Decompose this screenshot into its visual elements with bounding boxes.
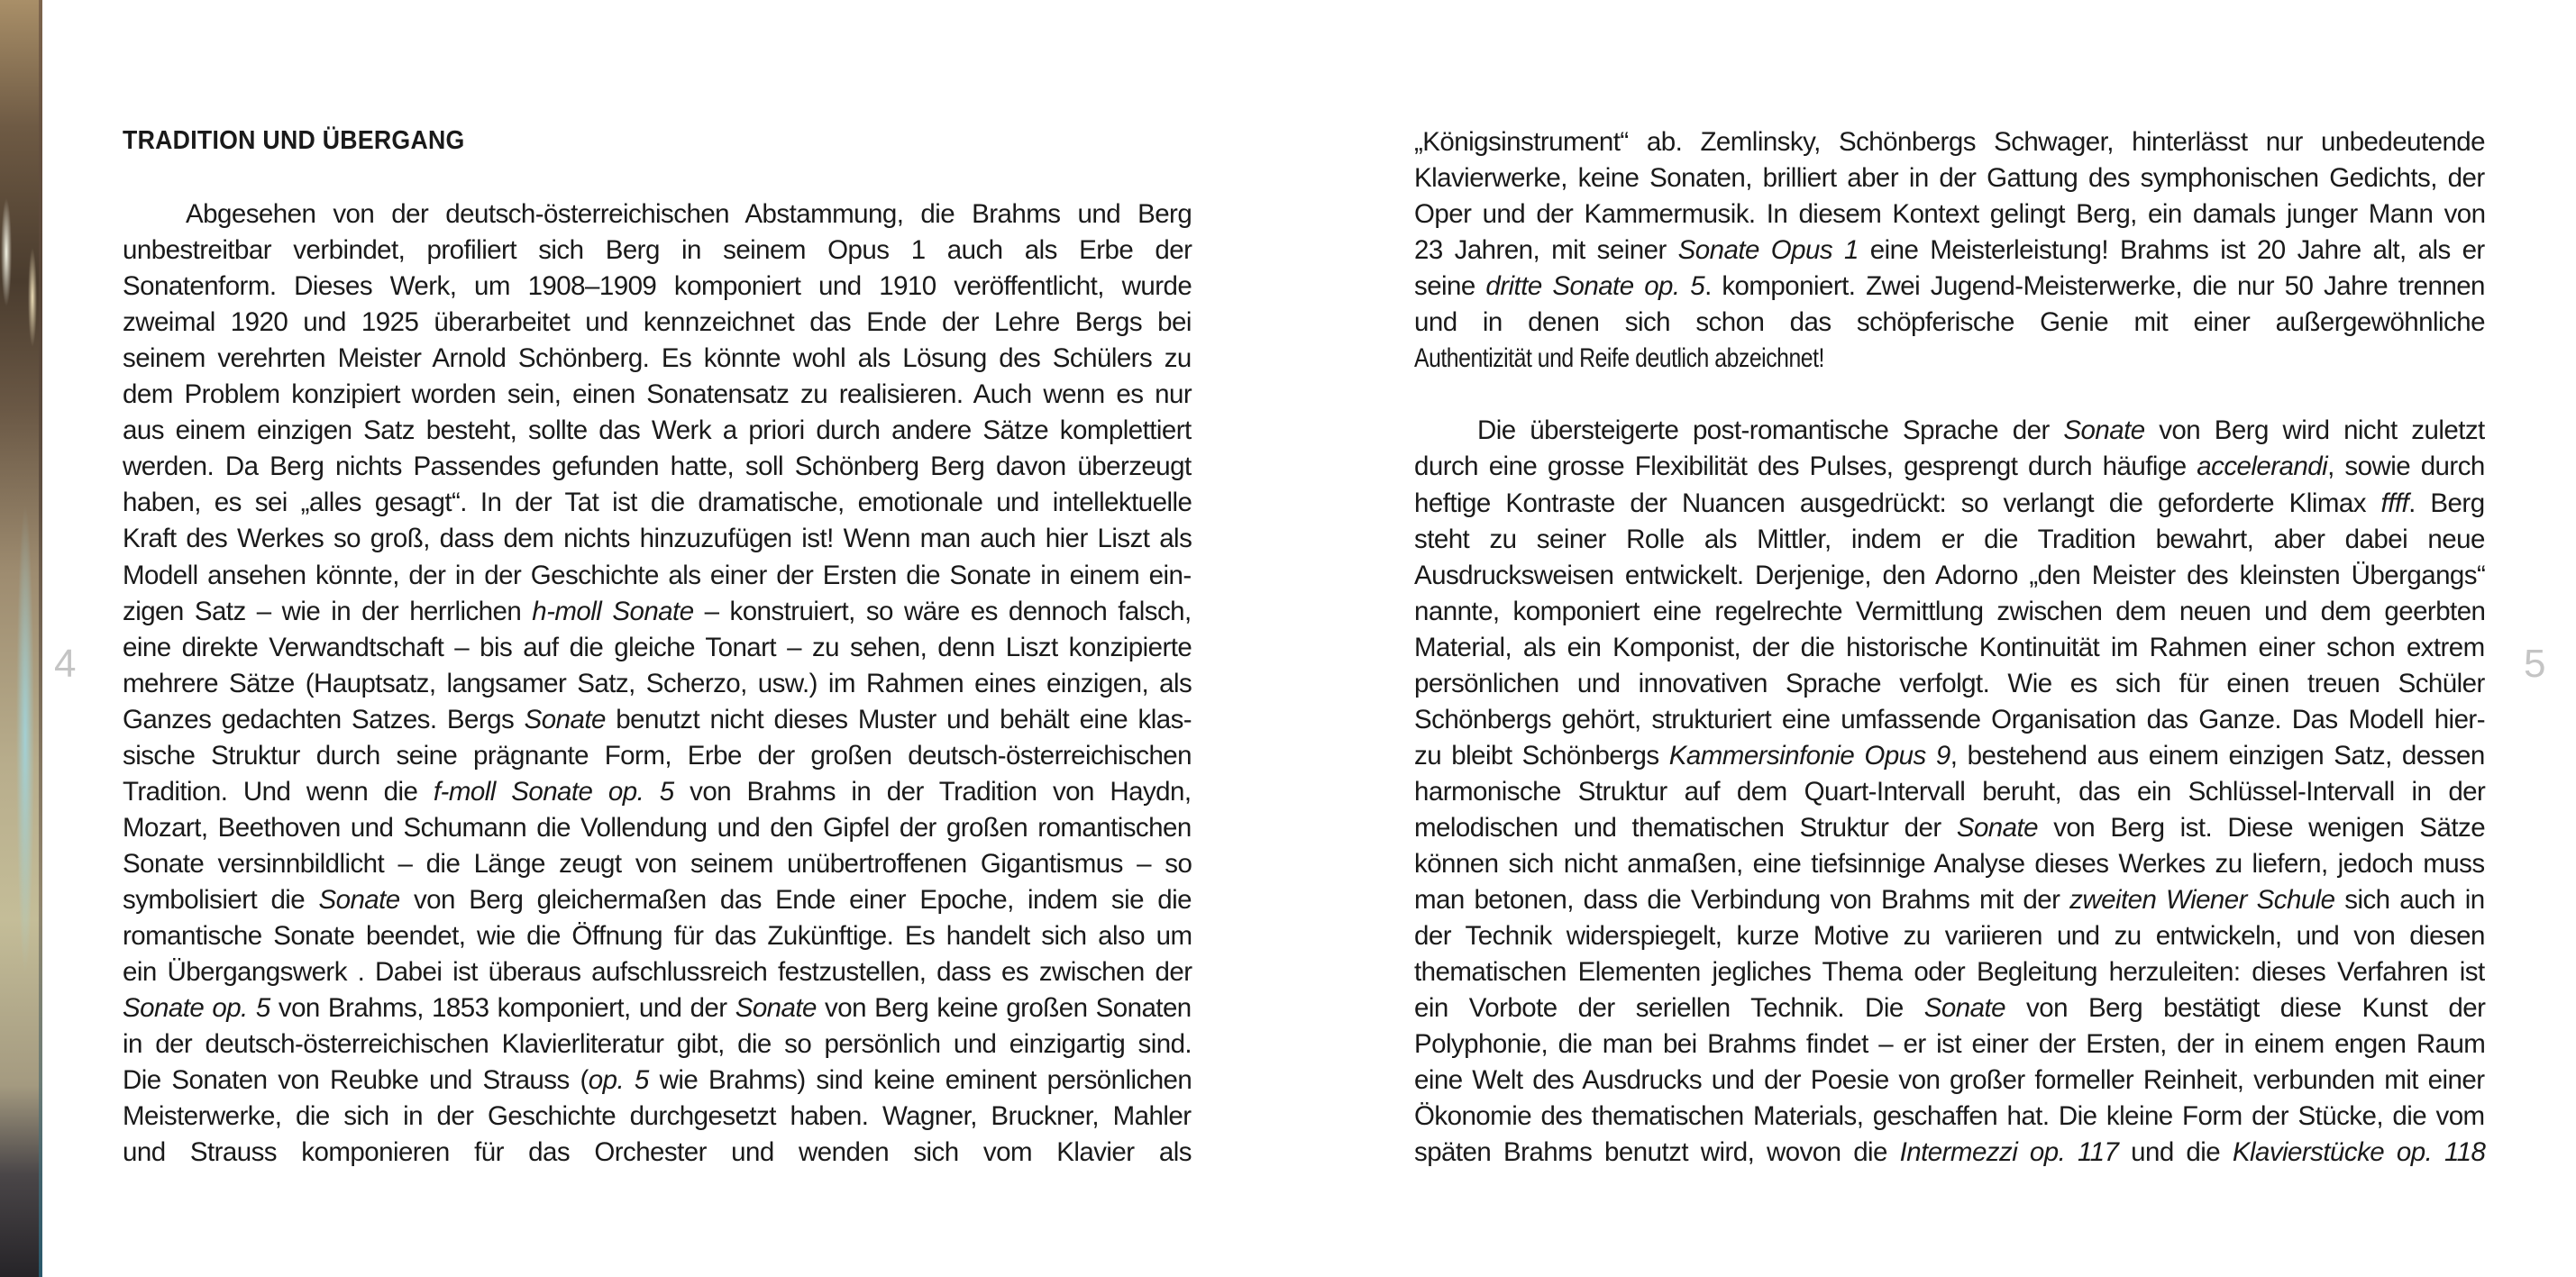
text-line [1414, 558, 2485, 594]
text-segment: Oper und der Kammermusik. In diesem Kontext gelingt Berg, ein damals junger Mann von [1414, 199, 2486, 229]
text-segment: . komponiert. Zwei Jugend-Meisterwerke, die nur 50 Jahre trennen [1704, 271, 2485, 301]
text-line [1414, 413, 2485, 449]
text-line [123, 233, 1192, 269]
text-line [123, 990, 1192, 1026]
text-line [1414, 1099, 2485, 1135]
text-line [1414, 630, 2485, 666]
page-number-left: 4 [54, 642, 77, 686]
text-segment: eine Welt des Ausdrucks und der Poesie von großer formeller Reinheit, verbunden mit einer [1414, 1065, 2485, 1095]
text-segment: ein Übergangswerk . Dabei ist überaus aufschlussreich festzustellen, dass es zwischen der [123, 957, 1192, 987]
text-segment: sische Struktur durch seine prägnante Form, Erbe der großen deutsch-österreichischen [123, 741, 1192, 771]
text-line [1414, 882, 2485, 918]
italic-title: ffff [2380, 488, 2409, 518]
italic-title: Sonate [1956, 813, 2039, 843]
text-line [123, 954, 1192, 990]
text-segment: dem Problem konzipiert worden sein, einen Sonatensatz zu realisieren. Auch wenn es nur [123, 379, 1192, 409]
text-segment: werden. Da Berg nichts Passendes gefunden hatte, soll Schönberg Berg davon überzeugt [123, 452, 1192, 481]
text-segment: Abgesehen von der deutsch-österreichischen Abstammung, die Brahms und Berg [186, 199, 1192, 229]
text-segment: Die übersteigerte post-romantische Sprache der [1477, 415, 2064, 445]
text-line [123, 341, 1192, 377]
text-segment: Klavierwerke, keine Sonaten, brilliert aber in der Gattung des symphonischen Gedichts, der [1414, 163, 2485, 193]
italic-title: Sonate Opus 1 [1677, 235, 1859, 265]
text-line [123, 594, 1192, 630]
text-segment: Authentizität und Reife deutlich abzeichnet! [1414, 343, 1824, 373]
text-segment: zigen Satz – wie in der herrlichen [123, 597, 533, 626]
italic-title: Sonate [318, 885, 400, 915]
text-segment: romantische Sonate beendet, wie die Öffnung für das Zukünftige. Es handelt sich also um [123, 921, 1192, 951]
text-segment: thematischen Elementen jegliches Thema oder Begleitung herzuleiten: dieses Verfahren ist [1414, 957, 2485, 987]
text-segment: der Technik widerspiegelt, kurze Motive zu variieren und zu entwickeln, und von diesen [1414, 921, 2485, 951]
text-line [1414, 738, 2485, 774]
text-line [1414, 233, 2485, 269]
text-line [123, 846, 1192, 882]
italic-title: dritte Sonate op. 5 [1485, 271, 1705, 301]
text-line [123, 521, 1192, 557]
text-segment: Schönbergs gehört, strukturiert eine umfassende Organisation das Ganze. Das Modell hier- [1414, 705, 2485, 734]
text-segment: benutzt nicht dieses Muster und behält eine klas- [605, 705, 1192, 734]
text-segment: zweimal 1920 und 1925 überarbeitet und kennzeichnet das Ende der Lehre Bergs bei [123, 307, 1192, 337]
text-line [123, 377, 1192, 413]
text-line [1414, 774, 2485, 810]
text-segment: man betonen, dass die Verbindung von Brahms mit der [1414, 885, 2070, 915]
text-line [1414, 702, 2485, 738]
italic-title: zweiten Wiener Schule [2069, 885, 2335, 915]
text-line [1414, 486, 2485, 522]
text-segment: Ökonomie des thematischen Materials, geschaffen hat. Die kleine Form der Stücke, die vom [1414, 1101, 2485, 1131]
text-segment: Die Sonaten von Reubke und Strauss ( [123, 1065, 589, 1095]
text-line [123, 558, 1192, 594]
text-segment: zu bleibt Schönbergs [1414, 741, 1669, 771]
text-segment: von Berg wird nicht zuletzt [2144, 415, 2485, 445]
italic-title: Sonate [735, 993, 817, 1023]
text-segment: eine Meisterleistung! Brahms ist 20 Jahre alt, als er [1858, 235, 2485, 265]
text-segment: symbolisiert die [123, 885, 319, 915]
text-segment: von Berg bestätigt diese Kunst der [2005, 993, 2486, 1023]
text-segment: persönlichen und innovativen Sprache verfolgt. Wie es sich für einen treuen Schüler [1414, 669, 2485, 698]
text-line [1414, 666, 2485, 702]
text-line [123, 1135, 1192, 1171]
section-heading: TRADITION UND ÜBERGANG [123, 126, 465, 155]
text-line [123, 1099, 1192, 1135]
text-segment: durch eine grosse Flexibilität des Pulses, gesprengt durch häufige [1414, 452, 2197, 481]
text-line [1414, 1135, 2485, 1171]
text-segment: melodischen und thematischen Struktur der [1414, 813, 1957, 843]
text-line [123, 702, 1192, 738]
italic-title: Sonate [1923, 993, 2005, 1023]
text-line [1414, 124, 2485, 160]
text-segment: Meisterwerke, die sich in der Geschichte durchgesetzt haben. Wagner, Bruckner, Mahler [123, 1101, 1192, 1131]
text-segment: von Berg ist. Diese wenigen Sätze [2038, 813, 2486, 843]
text-segment: Material, als ein Komponist, der die historische Kontinuität im Rahmen einer schon extrem [1414, 633, 2485, 662]
text-segment: harmonische Struktur auf dem Quart-Intervall beruht, das ein Schlüssel-Intervall in der [1414, 777, 2486, 807]
text-line [123, 918, 1192, 954]
text-segment: Kraft des Werkes so groß, dass dem nichts hinzuzufügen ist! Wenn man auch hier Liszt als [123, 524, 1192, 553]
text-segment: Tradition. Und wenn die [123, 777, 434, 807]
text-segment: . Berg [2408, 488, 2485, 518]
text-segment: können sich nicht anmaßen, eine tiefsinnige Analyse dieses Werkes zu liefern, jedoch muss [1414, 849, 2485, 879]
italic-title: Sonate [2063, 415, 2145, 445]
text-segment: und Strauss komponieren für das Orchester und wenden sich vom Klavier als [123, 1137, 1192, 1167]
text-segment: Sonate versinnbildlicht – die Länge zeugt von seinem unübertroffenen Gigantismus – so [123, 849, 1192, 879]
text-segment: mehrere Sätze (Hauptsatz, langsamer Satz, Scherzo, usw.) im Rahmen eines einzigen, als [123, 669, 1192, 698]
text-segment: seine [1414, 271, 1486, 301]
italic-title: h-moll Sonate [532, 597, 694, 626]
text-line [1414, 196, 2485, 233]
text-segment: ein Vorbote der seriellen Technik. Die [1414, 993, 1924, 1023]
text-segment: und in denen sich schon das schöpferische Genie mit einer außergewöhnliche [1414, 307, 2485, 337]
italic-title: op. 5 [588, 1065, 649, 1095]
text-line [1414, 810, 2485, 846]
text-segment: aus einem einzigen Satz besteht, sollte das Werk a priori durch andere Sätze komplettiert [123, 415, 1192, 445]
text-line [123, 810, 1192, 846]
text-line [1414, 990, 2485, 1026]
decorative-photo-strip [0, 0, 42, 1277]
text-segment: , sowie durch [2327, 452, 2485, 481]
italic-title: accelerandi [2197, 452, 2328, 481]
text-segment: Ausdrucksweisen entwickelt. Derjenige, den Adorno „den Meister des kleinsten Übergangs“ [1414, 561, 2486, 590]
text-segment: Sonatenform. Dieses Werk, um 1908–1909 komponiert und 1910 veröffentlicht, wurde [123, 271, 1192, 301]
text-segment: Mozart, Beethoven und Schumann die Vollendung und den Gipfel der großen romantischen [123, 813, 1192, 843]
text-segment: heftige Kontraste der Nuancen ausgedrückt: so verlangt die geforderte Klimax [1414, 488, 2381, 518]
text-segment: 23 Jahren, mit seiner [1414, 235, 1678, 265]
text-segment: steht zu seiner Rolle als Mittler, indem er die Tradition bewahrt, aber dabei neue [1414, 524, 2485, 554]
text-line [123, 485, 1192, 521]
text-line [123, 1063, 1192, 1099]
text-line [1414, 449, 2485, 485]
text-line [123, 882, 1192, 918]
text-line [1414, 954, 2485, 990]
text-segment: , bestehend aus einem einzigen Satz, dessen [1950, 741, 2485, 771]
text-line [123, 196, 1192, 233]
text-line [1414, 1026, 2485, 1063]
text-line [123, 774, 1192, 810]
text-segment: Ganzes gedachten Satzes. Bergs [123, 705, 525, 734]
text-segment: von Berg keine großen Sonaten [816, 993, 1192, 1023]
text-line [1414, 305, 2485, 341]
text-line [1414, 269, 2485, 305]
text-segment: Modell ansehen könnte, der in der Geschichte als einer der Ersten die Sonate in einem ein- [123, 561, 1192, 590]
text-line [1414, 846, 2485, 882]
italic-title: Sonate [524, 705, 606, 734]
text-line [1414, 1063, 2485, 1099]
text-segment: von Brahms, 1853 komponiert, und der [269, 993, 735, 1023]
text-segment: Polyphonie, die man bei Brahms findet – er ist einer der Ersten, der in einem engen Raum [1414, 1029, 2486, 1059]
text-line [1414, 160, 2485, 196]
italic-title: Intermezzi op. 117 [1899, 1137, 2119, 1167]
text-segment: und die [2118, 1137, 2233, 1167]
italic-title: Klavierstücke op. 118 [2232, 1137, 2486, 1167]
text-line [1414, 341, 2485, 377]
page-number-right: 5 [2524, 642, 2546, 686]
italic-title: Kammersinfonie Opus 9 [1668, 741, 1950, 771]
text-line [123, 269, 1192, 305]
text-segment: unbestreitbar verbindet, profiliert sich Berg in seinem Opus 1 auch als Erbe der [123, 235, 1192, 265]
text-line [1414, 594, 2485, 630]
text-segment: – konstruiert, so wäre es dennoch falsch, [693, 597, 1192, 626]
text-line [123, 305, 1192, 341]
text-segment: von Berg gleichermaßen das Ende einer Epoche, indem sie die [399, 885, 1192, 915]
italic-title: Sonate op. 5 [123, 993, 270, 1023]
text-segment: nannte, komponiert eine regelrechte Vermittlung zwischen dem neuen und dem geerbten [1414, 597, 2486, 626]
text-segment: „Königsinstrument“ ab. Zemlinsky, Schönbergs Schwager, hinterlässt nur unbedeutende [1414, 127, 2486, 157]
text-line [123, 666, 1192, 702]
text-segment: in der deutsch-österreichischen Klavierliteratur gibt, die so persönlich und einzigartig sind. [123, 1029, 1192, 1059]
text-line [123, 1026, 1192, 1063]
text-segment: wie Brahms) sind keine eminent persönlichen [648, 1065, 1192, 1095]
text-line [1414, 522, 2485, 558]
text-segment: sich auch in [2334, 885, 2485, 915]
text-segment: von Brahms in der Tradition von Haydn, [673, 777, 1192, 807]
text-line [123, 413, 1192, 449]
text-segment: seinem verehrten Meister Arnold Schönberg. Es könnte wohl als Lösung des Schülers zu [123, 343, 1192, 373]
text-line [123, 738, 1192, 774]
italic-title: f-moll Sonate op. 5 [433, 777, 674, 807]
text-segment: haben, es sei „alles gesagt“. In der Tat ist die dramatische, emotionale und intellektuelle [123, 488, 1192, 517]
text-line [1414, 918, 2485, 954]
text-line [123, 449, 1192, 485]
text-segment: eine direkte Verwandtschaft – bis auf die gleiche Tonart – zu sehen, denn Liszt konzipierte [123, 633, 1192, 662]
text-segment: späten Brahms benutzt wird, wovon die [1414, 1137, 1900, 1167]
text-line [123, 630, 1192, 666]
